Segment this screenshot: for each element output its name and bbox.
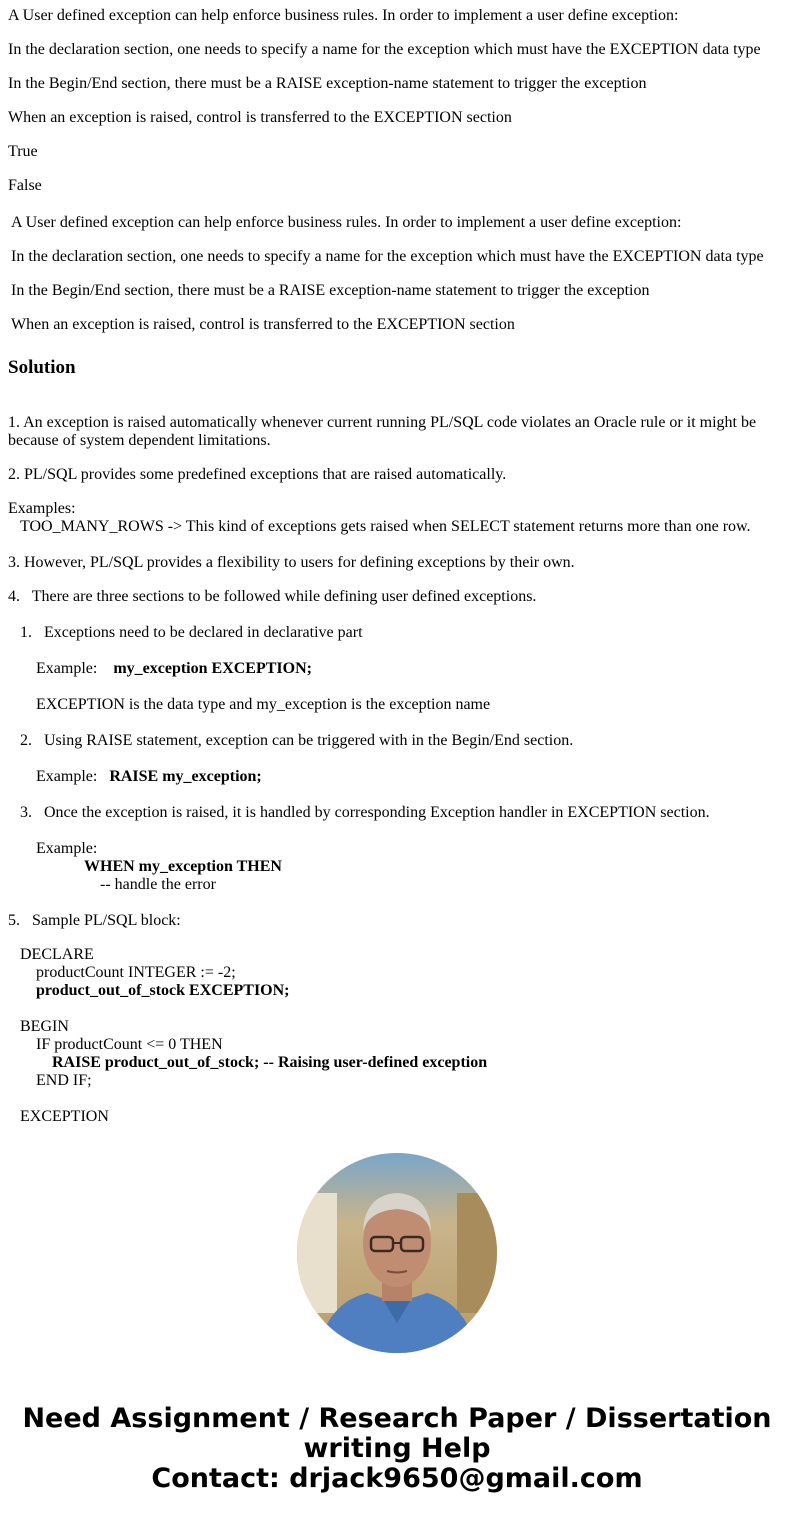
repeat-option: In the declaration section, one needs to specify a name for the exception which must have the EXCEPTION data type bbox=[11, 248, 764, 265]
question-option: In the Begin/End section, there must be a RAISE exception-name statement to trigger the exception bbox=[8, 75, 647, 92]
example-label: Example: bbox=[36, 660, 98, 677]
question-intro: A User defined exception can help enforce business rules. In order to implement a user define exception: bbox=[8, 7, 679, 24]
example-label: Example: bbox=[36, 768, 98, 785]
question-option: In the declaration section, one needs to specify a name for the exception which must have the EXCEPTION data type bbox=[8, 41, 761, 58]
code-line: DECLARE bbox=[20, 946, 94, 963]
repeat-option: In the Begin/End section, there must be a RAISE exception-name statement to trigger the exception bbox=[11, 282, 650, 299]
solution-paragraph: 4. There are three sections to be followed while defining user defined exceptions. bbox=[8, 588, 537, 605]
examples-label: Examples: bbox=[8, 500, 76, 517]
step-item: 1. Exceptions need to be declared in declarative part bbox=[20, 624, 363, 641]
promo-line: writing Help bbox=[303, 1433, 491, 1464]
solution-paragraph: 1. An exception is raised automatically whenever current running PL/SQL code violates an Oracle rule or it might be because of system dependent limitations. bbox=[8, 414, 757, 449]
question-option: When an exception is raised, control is transferred to the EXCEPTION section bbox=[8, 109, 512, 126]
example-code: my_exception EXCEPTION; bbox=[113, 660, 312, 677]
answer-true: True bbox=[8, 143, 38, 160]
answer-false: False bbox=[8, 177, 42, 194]
example-line bbox=[36, 768, 262, 786]
promo-line: Need Assignment / Research Paper / Dissertation bbox=[22, 1403, 772, 1434]
solution-paragraph: 3. However, PL/SQL provides a flexibility to users for defining exceptions by their own. bbox=[8, 554, 575, 571]
code-line: END IF; bbox=[36, 1072, 92, 1089]
example-label: Example: bbox=[36, 840, 98, 857]
solution-paragraph: 2. PL/SQL provides some predefined exceptions that are raised automatically. bbox=[8, 466, 507, 483]
solution-paragraph: 5. Sample PL/SQL block: bbox=[8, 912, 181, 929]
example-code: RAISE my_exception; bbox=[109, 768, 262, 785]
promo-banner bbox=[0, 1404, 794, 1494]
repeat-intro: A User defined exception can help enforce business rules. In order to implement a user define exception: bbox=[11, 214, 682, 231]
code-line: EXCEPTION bbox=[20, 1108, 109, 1125]
example-code: -- handle the error bbox=[100, 876, 216, 893]
promo-contact: Contact: drjack9650@gmail.com bbox=[151, 1463, 643, 1494]
code-line: IF productCount <= 0 THEN bbox=[36, 1036, 223, 1053]
step-note: EXCEPTION is the data type and my_exception is the exception name bbox=[36, 696, 491, 713]
code-line: productCount INTEGER := -2; bbox=[36, 964, 236, 981]
portrait-image bbox=[297, 1153, 497, 1353]
examples-line: TOO_MANY_ROWS -> This kind of exceptions gets raised when SELECT statement returns more than one row. bbox=[20, 518, 751, 535]
code-line: product_out_of_stock EXCEPTION; bbox=[36, 982, 290, 999]
example-line bbox=[36, 660, 312, 678]
example-code: WHEN my_exception THEN bbox=[84, 858, 282, 875]
step-item: 2. Using RAISE statement, exception can be triggered with in the Begin/End section. bbox=[20, 732, 574, 749]
solution-heading: Solution bbox=[8, 357, 76, 378]
repeat-option: When an exception is raised, control is transferred to the EXCEPTION section bbox=[11, 316, 515, 333]
avatar bbox=[297, 1153, 497, 1353]
code-line: RAISE product_out_of_stock; -- Raising user-defined exception bbox=[52, 1054, 488, 1071]
step-item: 3. Once the exception is raised, it is handled by corresponding Exception handler in EXCEPTION section. bbox=[20, 804, 710, 821]
code-line: BEGIN bbox=[20, 1018, 69, 1035]
